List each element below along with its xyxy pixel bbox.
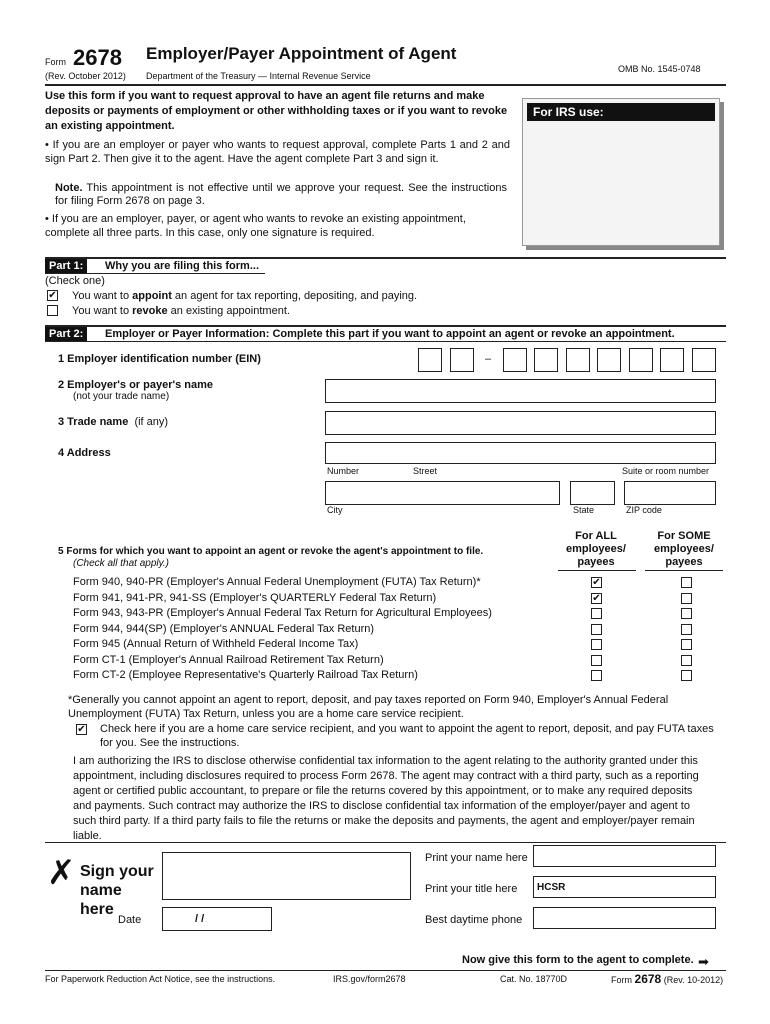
department: Department of the Treasury — Internal Revenue Service — [146, 71, 371, 81]
phone-label: Best daytime phone — [425, 914, 523, 926]
home-care-checkbox[interactable]: ✔ — [77, 724, 86, 735]
header-rule — [45, 84, 726, 86]
form-all-checkbox[interactable] — [591, 655, 602, 666]
ein-digit-7[interactable] — [629, 348, 653, 372]
form-some-checkbox[interactable] — [681, 670, 692, 681]
revision-date: (Rev. October 2012) — [45, 71, 126, 81]
ein-digit-3[interactable] — [503, 348, 527, 372]
state-field[interactable] — [570, 481, 615, 505]
intro-note — [55, 182, 507, 208]
employer-name-label: 2 Employer's or payer's name — [58, 379, 214, 391]
form-some-checkbox[interactable] — [681, 577, 692, 588]
form-all-checkbox[interactable] — [591, 639, 602, 650]
form-row-label: Form CT-1 (Employer's Annual Railroad Retirement Tax Return) — [73, 653, 384, 666]
form-all-checkbox[interactable]: ✔ — [592, 592, 601, 604]
ein-digit-2[interactable] — [450, 348, 474, 372]
col-all-header: For ALL employees/ payees — [566, 530, 626, 568]
date-field[interactable]: / / — [162, 907, 272, 931]
revoke-option: You want to revoke an existing appointment. — [72, 305, 290, 317]
col-some-header: For SOME employees/ payees — [654, 530, 714, 568]
form-word: Form — [45, 57, 66, 67]
paperwork-notice: For Paperwork Reduction Act Notice, see the instructions. — [45, 974, 276, 984]
revoke-checkbox[interactable] — [47, 305, 58, 316]
part1-title: Why you are filing this form... — [105, 260, 260, 272]
phone-field[interactable] — [533, 907, 716, 929]
form-some-checkbox[interactable] — [681, 608, 692, 619]
part2-title: Employer or Payer Information: Complete this part if you want to appoint an agent or revoke an appointment. — [105, 328, 675, 340]
form-all-checkbox[interactable] — [591, 608, 602, 619]
intro-bullet-2: • If you are an employer, payer, or agent who wants to revoke an existing appointment, complete all three parts. In this case, only one signature is required. — [45, 213, 466, 239]
irs-use-label: For IRS use: — [527, 103, 715, 121]
note-label: Note. — [55, 182, 83, 194]
part1-rule — [45, 257, 726, 259]
print-title-field[interactable]: HCSR — [533, 876, 716, 898]
forms-sub: (Check all that apply.) — [73, 558, 169, 569]
intro-bullet-1: • If you are an employer or payer who wants to request approval, complete Parts 1 and 2 and sign Part 2. Then give it to the agent. Have the agent complete Part 3 and sign it. — [45, 139, 510, 165]
city-caption: City — [327, 505, 343, 515]
sign-label: Sign your name here — [80, 863, 154, 918]
part2-label: Part 2: — [45, 327, 87, 341]
date-label: Date — [118, 914, 142, 926]
print-name-label: Print your name here — [425, 852, 528, 864]
arrow-right-icon: ➡ — [698, 954, 709, 969]
signature-field[interactable] — [162, 852, 411, 900]
employer-name-sub: (not your trade name) — [73, 391, 170, 402]
form-row-label: Form 944, 944(SP) (Employer's ANNUAL Federal Tax Return) — [73, 622, 375, 635]
ein-digit-6[interactable] — [597, 348, 621, 372]
print-title-label: Print your title here — [425, 883, 518, 895]
ein-digit-5[interactable] — [566, 348, 590, 372]
futa-footnote: *Generally you cannot appoint an agent to report, deposit, and pay taxes reported on Form 940, Employer's Annual Federal Unemployment (FUTA) Tax Return, unless you are a home care service recipient. — [68, 694, 669, 720]
zip-caption: ZIP code — [626, 505, 662, 515]
irs-use-box — [522, 98, 720, 246]
form-number: 2678 — [73, 45, 122, 70]
form-some-checkbox[interactable] — [681, 593, 692, 604]
part1-label: Part 1: — [45, 259, 87, 273]
form-all-checkbox[interactable]: ✔ — [592, 577, 601, 588]
footer-rule — [45, 970, 726, 971]
note-text: This appointment is not effective until we approve your request. See the instructions for filing Form 2678 on page 3. — [55, 182, 507, 207]
appoint-option: You want to appoint an agent for tax reporting, depositing, and paying. — [72, 290, 418, 302]
footer-form: Form 2678 (Rev. 10-2012) — [611, 972, 724, 986]
print-name-field[interactable] — [533, 845, 716, 867]
intro-bold: Use this form if you want to request approval to have an agent file returns and make deposits or payments of employment or other withholding taxes or if you want to revoke an existing appointment. — [45, 90, 508, 132]
address-number-caption: Number — [327, 466, 360, 476]
ein-digit-8[interactable] — [660, 348, 684, 372]
form-row-label: Form CT-2 (Employee Representative's Quarterly Railroad Tax Return) — [73, 669, 418, 681]
col-all-rule — [558, 570, 636, 571]
ein-digit-9[interactable] — [692, 348, 716, 372]
form-title: Employer/Payer Appointment of Agent — [146, 44, 457, 63]
part1-underline — [45, 273, 265, 274]
form-row-label: Form 940, 940-PR (Employer's Annual Federal Unemployment (FUTA) Tax Return)* — [73, 576, 481, 588]
appoint-checkbox[interactable]: ✔ — [48, 290, 57, 301]
form-row-label: Form 943, 943-PR (Employer's Annual Federal Tax Return for Agricultural Employees) — [73, 607, 492, 619]
trade-name-label: 3 Trade name (if any) — [58, 416, 169, 428]
ein-digit-4[interactable] — [534, 348, 558, 372]
form-all-checkbox[interactable] — [591, 624, 602, 635]
form-some-checkbox[interactable] — [681, 655, 692, 666]
home-care-text: Check here if you are a home care service recipient, and you want to appoint the agent to report, deposit, and pay FUTA taxes for you. See the instructions. — [100, 723, 714, 749]
address-street-field[interactable] — [325, 442, 716, 464]
address-street-caption: Street — [413, 466, 438, 476]
form-row-label: Form 945 (Annual Return of Withheld Federal Income Tax) — [73, 638, 359, 650]
address-suite-caption: Suite or room number — [622, 466, 710, 476]
employer-name-field[interactable] — [325, 379, 716, 403]
ein-dash: – — [485, 353, 492, 365]
authorization-text: I am authorizing the IRS to disclose otherwise confidential tax information to the agent relating to the authority granted under this appointment, including disclosures required to process Form 2678. The agent may contract with a third party, such as a reporting agent or certified public accountant, to prepare or file the returns covered by this appointment, or to make any required deposits and payments. Such contract may authorize the IRS to disclose confidential tax information of the employer/payer and agent to such third party. If a third party fails to file the returns or make the deposits and payments, the agent and employer/payer remain liable. — [73, 755, 699, 842]
cat-number: Cat. No. 18770D — [500, 974, 568, 984]
city-field[interactable] — [325, 481, 560, 505]
give-to-agent: Now give this form to the agent to complete. — [462, 954, 694, 966]
address-label: 4 Address — [58, 447, 111, 459]
form-row-label: Form 941, 941-PR, 941-SS (Employer's QUARTERLY Federal Tax Return) — [73, 591, 437, 604]
form-all-checkbox[interactable] — [591, 670, 602, 681]
forms-label: 5 Forms for which you want to appoint an agent or revoke the agent's appointment to file. — [58, 546, 484, 557]
x-mark-icon: ✗ — [47, 854, 76, 892]
zip-field[interactable] — [624, 481, 716, 505]
part2-rule — [45, 325, 726, 327]
trade-name-field[interactable] — [325, 411, 716, 435]
irs-url: IRS.gov/form2678 — [333, 974, 406, 984]
sign-rule — [45, 842, 726, 843]
omb-number: OMB No. 1545-0748 — [618, 64, 701, 74]
check-one: (Check one) — [45, 275, 105, 287]
form-some-checkbox[interactable] — [681, 624, 692, 635]
ein-digit-1[interactable] — [418, 348, 442, 372]
part2-underline — [45, 341, 726, 342]
col-some-rule — [645, 570, 723, 571]
form-some-checkbox[interactable] — [681, 639, 692, 650]
ein-label: 1 Employer identification number (EIN) — [58, 353, 261, 365]
state-caption: State — [573, 505, 595, 515]
